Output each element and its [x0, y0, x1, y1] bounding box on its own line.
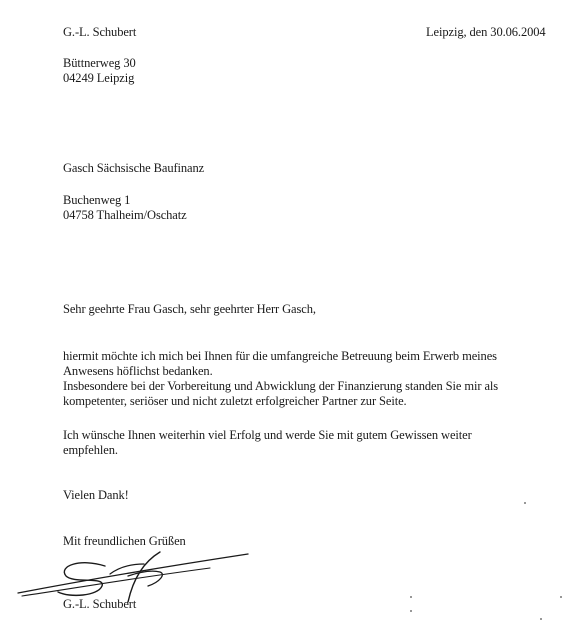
recipient-city: 04758 Thalheim/Oschatz: [63, 208, 187, 222]
scan-speck: [410, 610, 412, 612]
body-paragraph-1: hiermit möchte ich mich bei Ihnen für die umfangreiche Betreuung beim Erwerb meines Anwesens höflichst bedanken. Insbesondere bei der Vorbereitung und Abwicklung der Finanzierung standen Sie mir als kompetenter, seriöser und nicht zuletzt erfolgreicher Partner zur Seite.: [63, 349, 499, 408]
salutation: Sehr geehrte Frau Gasch, sehr geehrter Herr Gasch,: [63, 302, 316, 316]
scan-speck: [524, 502, 526, 504]
recipient-street: Buchenweg 1: [63, 193, 131, 207]
recipient-name: Gasch Sächsische Baufinanz: [63, 161, 205, 175]
sender-street: Büttnerweg 30: [63, 56, 136, 70]
closing-line: Mit freundlichen Grüßen: [63, 534, 186, 548]
sender-name: G.-L. Schubert: [63, 25, 137, 39]
thanks-line: Vielen Dank!: [63, 488, 129, 502]
place-date: Leipzig, den 30.06.2004: [426, 25, 546, 39]
signature-name: G.-L. Schubert: [63, 597, 137, 611]
sender-city: 04249 Leipzig: [63, 71, 135, 85]
scan-speck: [540, 618, 542, 620]
body-paragraph-2: Ich wünsche Ihnen weiterhin viel Erfolg und werde Sie mit gutem Gewissen weiter empfehlen.: [63, 428, 472, 457]
scan-speck: [410, 596, 412, 598]
scan-speck: [560, 596, 562, 598]
